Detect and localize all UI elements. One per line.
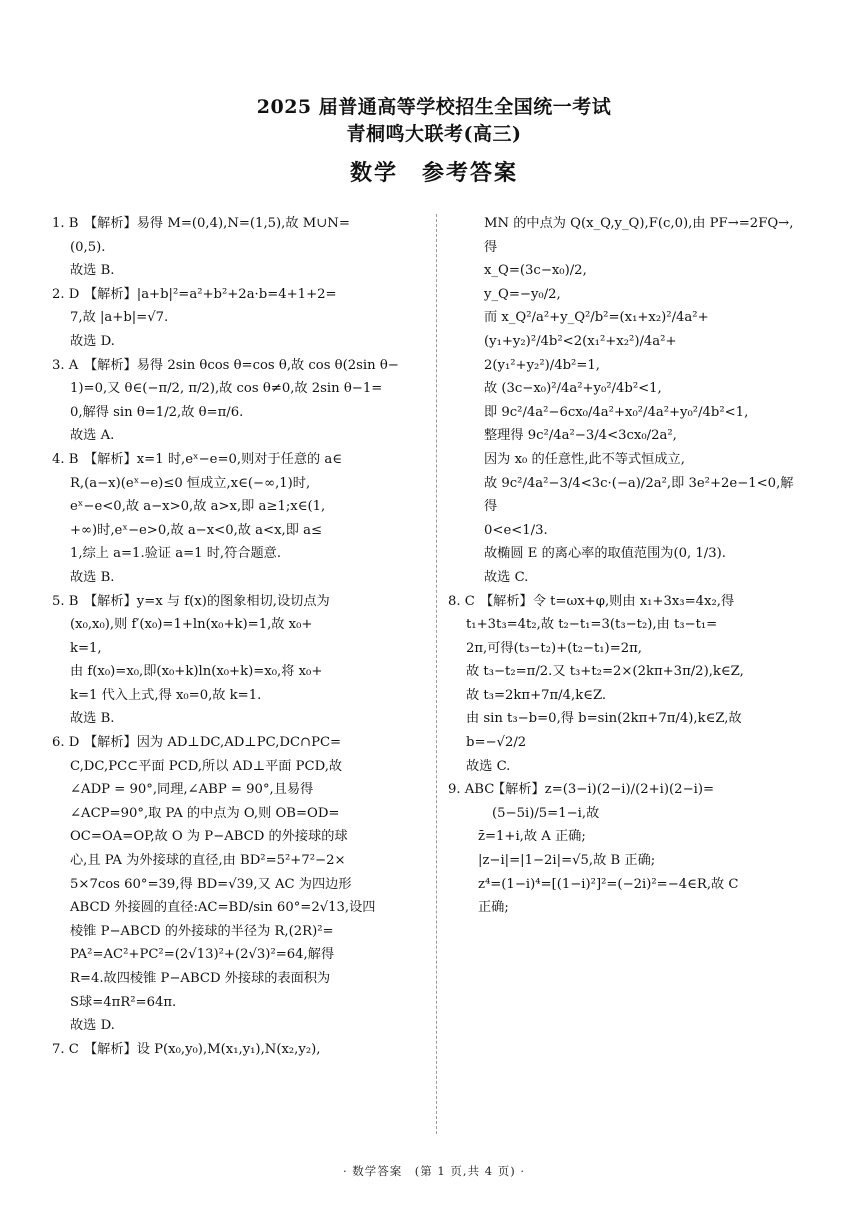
solution-line: PA²=AC²+PC²=(2√13)²+(2√3)²=64,解得 xyxy=(70,947,335,963)
question-number: 7. C xyxy=(52,1041,79,1057)
solution-line: 【解析】易得 M=(0,4),N=(1,5),故 M∪N= xyxy=(84,216,350,231)
solution-line: R=4.故四棱锥 P−ABCD 外接球的表面积为 xyxy=(70,971,331,986)
solution-line: 【解析】令 t=ωx+φ,则由 x₁+3x₃=4x₂,得 xyxy=(480,593,735,609)
solution-line: 故选 C. xyxy=(466,758,511,774)
question-number: 8. C xyxy=(448,593,475,609)
solution-line: 5×7cos 60°=39,得 BD=√39,又 AC 为四边形 xyxy=(70,876,352,892)
solution-line: 由 sin t₃−b=0,得 b=sin(2kπ+7π/4),k∈Z,故 xyxy=(466,711,742,727)
solution-line: 【解析】x=1 时,eˣ−e=0,则对于任意的 a∈ xyxy=(84,451,343,467)
page-footer: · 数学答案 (第 1 页,共 4 页) · xyxy=(342,1164,525,1178)
solution-line: 故选 B. xyxy=(70,263,115,279)
question-number: 1. B xyxy=(52,216,79,231)
solution-line: 而 x_Q²/a²+y_Q²/b²=(x₁+x₂)²/4a²+(y₁+y₂)²/4b²<2(x₁²+x₂²)/4a²+ xyxy=(484,310,709,349)
solution-line: z⁴=(1−i)⁴=[(1−i)²]²=(−2i)²=−4∈R,故 C xyxy=(478,876,739,892)
column-divider xyxy=(436,214,437,1134)
solution-line: b=−√2/2 xyxy=(466,735,527,751)
solution-line: 1,综上 a=1.验证 a=1 时,符合题意. xyxy=(70,546,282,562)
question-number: 9. ABC xyxy=(448,782,495,798)
subject-heading: 数学 参考答案 xyxy=(349,160,518,186)
solution-line: 即 9c²/4a²−6cx₀/4a²+x₀²/4a²+y₀²/4b²<1, xyxy=(484,404,749,420)
solution-line: 故选 D. xyxy=(70,333,115,349)
answer-item xyxy=(448,778,806,920)
solution-line: y_Q=−y₀/2, xyxy=(484,286,561,302)
question-number: 5. B xyxy=(52,593,79,609)
answer-item xyxy=(448,590,806,779)
exam-title: 2025 届普通高等学校招生全国统一考试 xyxy=(256,96,612,118)
solution-line: 故选 B. xyxy=(70,711,115,727)
solution-line: eˣ−e<0,故 a−x>0,故 a>x,即 a≥1;x∈(1, xyxy=(70,499,326,515)
solution-line: 【解析】设 P(x₀,y₀),M(x₁,y₁),N(x₂,y₂), xyxy=(84,1041,321,1057)
solution-line: ∠ACP=90°,取 PA 的中点为 O,则 OB=OD= xyxy=(70,805,340,821)
solution-line: k=1, xyxy=(70,640,102,656)
solution-line: 2(y₁²+y₂²)/4b²=1, xyxy=(484,357,600,373)
solution-line: 整理得 9c²/4a²−3/4<3cx₀/2a², xyxy=(484,428,677,444)
answer-item xyxy=(52,1038,424,1062)
solution-line: 【解析】易得 2sin θcos θ=cos θ,故 cos θ(2sin θ− xyxy=(84,357,399,373)
solution-line: 故 t₃−t₂=π/2.又 t₃+t₂=2×(2kπ+3π/2),k∈Z, xyxy=(466,664,744,680)
solution-line: 故选 B. xyxy=(70,569,115,585)
question-number: 6. D xyxy=(52,735,80,751)
left-column xyxy=(52,212,424,1061)
question-number: 2. D xyxy=(52,286,80,302)
solution-line: 棱锥 P−ABCD 的外接球的半径为 R,(2R)²= xyxy=(70,923,334,939)
solution-line: 由 f(x₀)=x₀,即(x₀+k)ln(x₀+k)=x₀,将 x₀+ xyxy=(70,664,323,680)
solution-line: 【解析】|a+b|²=a²+b²+2a·b=4+1+2= xyxy=(84,286,337,302)
solution-line: 0,解得 sin θ=1/2,故 θ=π/6. xyxy=(70,404,244,420)
solution-line: k=1 代入上式,得 x₀=0,故 k=1. xyxy=(70,687,262,703)
question-number: 3. A xyxy=(52,357,79,373)
solution-line: 2π,可得(t₃−t₂)+(t₂−t₁)=2π, xyxy=(466,640,642,656)
solution-line: 正确; xyxy=(478,900,509,916)
answer-item xyxy=(466,212,806,590)
solution-line: |z−i|=|1−2i|=√5,故 B 正确; xyxy=(478,853,656,869)
solution-line: 7,故 |a+b|=√7. xyxy=(70,310,169,326)
solution-line: x_Q=(3c−x₀)/2, xyxy=(484,263,587,279)
solution-line: 故选 C. xyxy=(484,569,529,585)
solution-line: ∠ADP = 90°,同理,∠ABP = 90°,且易得 xyxy=(70,782,314,798)
solution-line: 【解析】z=(3−i)(2−i)/(2+i)(2−i)=(5−5i)/5=1−i,故 xyxy=(492,782,715,821)
solution-line: ABCD 外接圆的直径:AC=BD/sin 60°=2√13,设四 xyxy=(70,900,376,916)
solution-line: 因为 x₀ 的任意性,此不等式恒成立, xyxy=(484,451,685,467)
solution-line: z̄=1+i,故 A 正确; xyxy=(478,829,586,845)
solution-line: 故 t₃=2kπ+7π/4,k∈Z. xyxy=(466,687,607,703)
right-column xyxy=(448,212,806,920)
exam-subtitle: 青桐鸣大联考(高三) xyxy=(346,123,522,145)
solution-line: 【解析】y=x 与 f(x)的图象相切,设切点为 xyxy=(84,593,330,609)
solution-line: S球=4πR²=64π. xyxy=(70,994,177,1010)
solution-line: +∞)时,eˣ−e>0,故 a−x<0,故 a<x,即 a≤ xyxy=(70,522,323,538)
solution-line: MN 的中点为 Q(x_Q,y_Q),F(c,0),由 PF→=2FQ→,得 xyxy=(484,216,794,255)
answer-item xyxy=(52,731,424,1038)
solution-line: (0,5). xyxy=(70,239,106,255)
answer-item xyxy=(52,212,424,283)
answer-item xyxy=(52,590,424,732)
answer-item xyxy=(52,354,424,448)
solution-line: 0<e<1/3. xyxy=(484,522,548,538)
answer-item xyxy=(52,448,424,590)
solution-line: 1)=0,又 θ∈(−π/2, π/2),故 cos θ≠0,故 2sin θ−1= xyxy=(70,381,383,397)
solution-line: 故 (3c−x₀)²/4a²+y₀²/4b²<1, xyxy=(484,381,662,397)
solution-line: R,(a−x)(eˣ−e)≤0 恒成立,x∈(−∞,1)时, xyxy=(70,475,311,491)
solution-line: 故选 D. xyxy=(70,1018,115,1034)
solution-line: 心,且 PA 为外接球的直径,由 BD²=5²+7²−2× xyxy=(70,853,346,869)
solution-line: 故椭圆 E 的离心率的取值范围为(0, 1/3). xyxy=(484,546,726,562)
solution-line: 故 9c²/4a²−3/4<3c·(−a)/2a²,即 3e²+2e−1<0,解得 xyxy=(484,475,794,515)
solution-line: t₁+3t₃=4t₂,故 t₂−t₁=3(t₃−t₂),由 t₃−t₁= xyxy=(466,617,718,633)
solution-line: C,DC,PC⊂平面 PCD,所以 AD⊥平面 PCD,故 xyxy=(70,758,343,774)
solution-line: (x₀,x₀),则 f′(x₀)=1+ln(x₀+k)=1,故 x₀+ xyxy=(70,617,313,633)
solution-line: 故选 A. xyxy=(70,428,115,444)
answer-item xyxy=(52,283,424,354)
question-number: 4. B xyxy=(52,451,79,467)
solution-line: OC=OA=OP,故 O 为 P−ABCD 的外接球的球 xyxy=(70,829,348,845)
solution-line: 【解析】因为 AD⊥DC,AD⊥PC,DC∩PC= xyxy=(84,735,342,751)
